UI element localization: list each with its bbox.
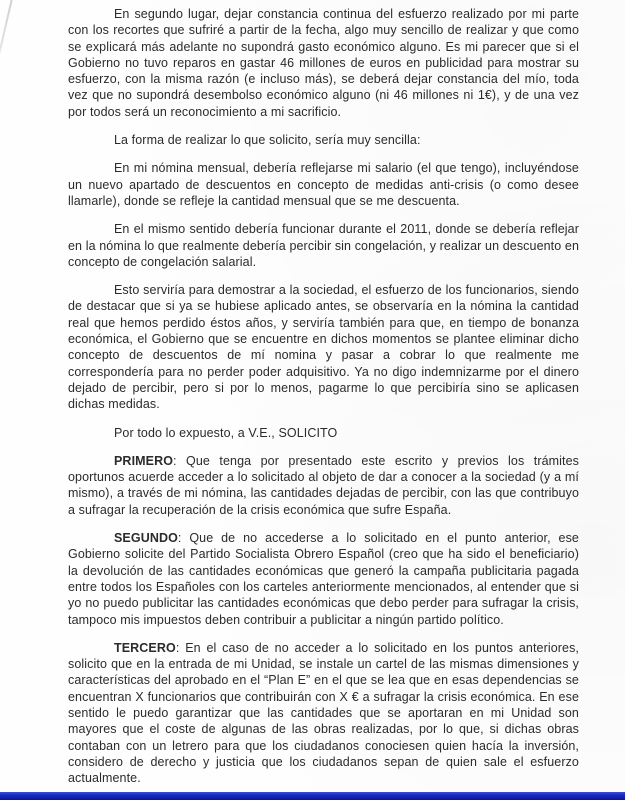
paragraph-la-forma: La forma de realizar lo que solicito, sería muy sencilla: <box>114 133 421 148</box>
paragraph-nomina-mensual: En mi nómina mensual, debería reflejarse mi salario (el que tengo), incluyéndose un nuevo apartado de descuentos en concepto de medidas anti-crisis (o como desee llamarle), donde se refleje la cantidad mensual que se me descuenta. <box>68 161 579 208</box>
paragraph-segundo <box>68 530 579 628</box>
paragraph-esto-serviria: Esto serviría para demostrar a la sociedad, el esfuerzo de los funcionarios, siendo de destacar que si ya se hubiese aplicado antes, se observaría en la nómina la cantidad real que hemos perdido éstos años, y serviría también para que, en tiempo de bonanza económica, el Gobierno que se encuentre en dichos momentos se plantee eliminar dicho concepto de descuentos de mí nomina y pasar a cobrar lo que realmente me correspondería para no perder poder adquisitivo. Ya no digo indemnizarme por el dinero dejado de percibir, pero si por lo menos, pagarme lo que percibiría sino se aplicasen dichas medidas. <box>68 283 579 412</box>
paragraph-tercero <box>68 640 579 787</box>
lead-segundo: SEGUNDO <box>114 531 178 546</box>
paragraph-en-segundo-lugar: En segundo lugar, dejar constancia continua del esfuerzo realizado por mi parte con los recortes que sufriré a partir de la fecha, algo muy sencillo de realizar y que como se explicará más adelante no supondrá gasto económico alguno. Es mi parecer que si el Gobierno no tuvo reparos en gastar 46 millones de euros en publicidad para mostrar su esfuerzo, con la misma razón (e incluso más), se deberá dejar constancia del mío, toda vez que no supondrá desembolso económico alguno (ni 46 millones ni 1€), y de una vez por todos será un reconocimiento a mi sacrificio. <box>68 7 579 119</box>
bottom-blue-bar <box>0 792 625 800</box>
paragraph-tercero-text: : En el caso de no acceder a lo solicitado en los puntos anteriores, solicito que en la entrada de mi Unidad, se instale un cartel de las mismas dimensiones y características del aprobado en el “Plan E” en el que se lea que en esas dependencias se encuentran X funcionarios que contribuirán con X € a sufragar la crisis económica. En ese sentido le puedo garantizar que las cantidades que se aportaran en mi Unidad son mayores que el coste de algunas de las obras realizadas, por lo que, si dichas obras contaban con un letrero para que los ciudadanos conociesen quien hacía la inversión, considero de derecho y justicia que los ciudadanos sepan de quien sale el esfuerzo actualmente. <box>68 640 579 786</box>
lead-tercero: TERCERO <box>114 640 176 655</box>
paragraph-primero <box>68 453 579 518</box>
paragraph-solicito-line: Por todo lo expuesto, a V.E., SOLICITO <box>114 425 338 440</box>
paragraph-segundo-text: : Que de no accederse a lo solicitado en el punto anterior, ese Gobierno solicite del Partido Socialista Obrero Español (creo que ha sido el beneficiario) la devolución de las cantidades económicas que generó la campaña publicitaria pagada entre todos los Españoles con los carteles anteriormente mencionados, al entender que si yo no puedo publicitar las cantidades económicas que debo perder para sufragar la crisis, tampoco mis impuestos deben contribuir a publicitar a ningún partido político. <box>68 531 579 627</box>
document-text-body <box>68 6 579 798</box>
lead-primero: PRIMERO <box>114 453 174 468</box>
paragraph-primero-text: : Que tenga por presentado este escrito y previos los trámites oportunos acuerde acceder a lo solicitado al objeto de dar a conocer a la sociedad (y a mí mismo), a través de mi nómina, las cantidades dejadas de percibir, con las que contribuyo a sufragar la recuperación de la crisis económica que sufre España. <box>68 453 579 517</box>
paragraph-mismo-sentido: En el mismo sentido debería funcionar durante el 2011, donde se debería reflejar en la nómina lo que realmente debería percibir sin congelación, y realizar un descuento en concepto de congelación salarial. <box>68 222 579 269</box>
scan-crease-artifact <box>0 0 14 80</box>
